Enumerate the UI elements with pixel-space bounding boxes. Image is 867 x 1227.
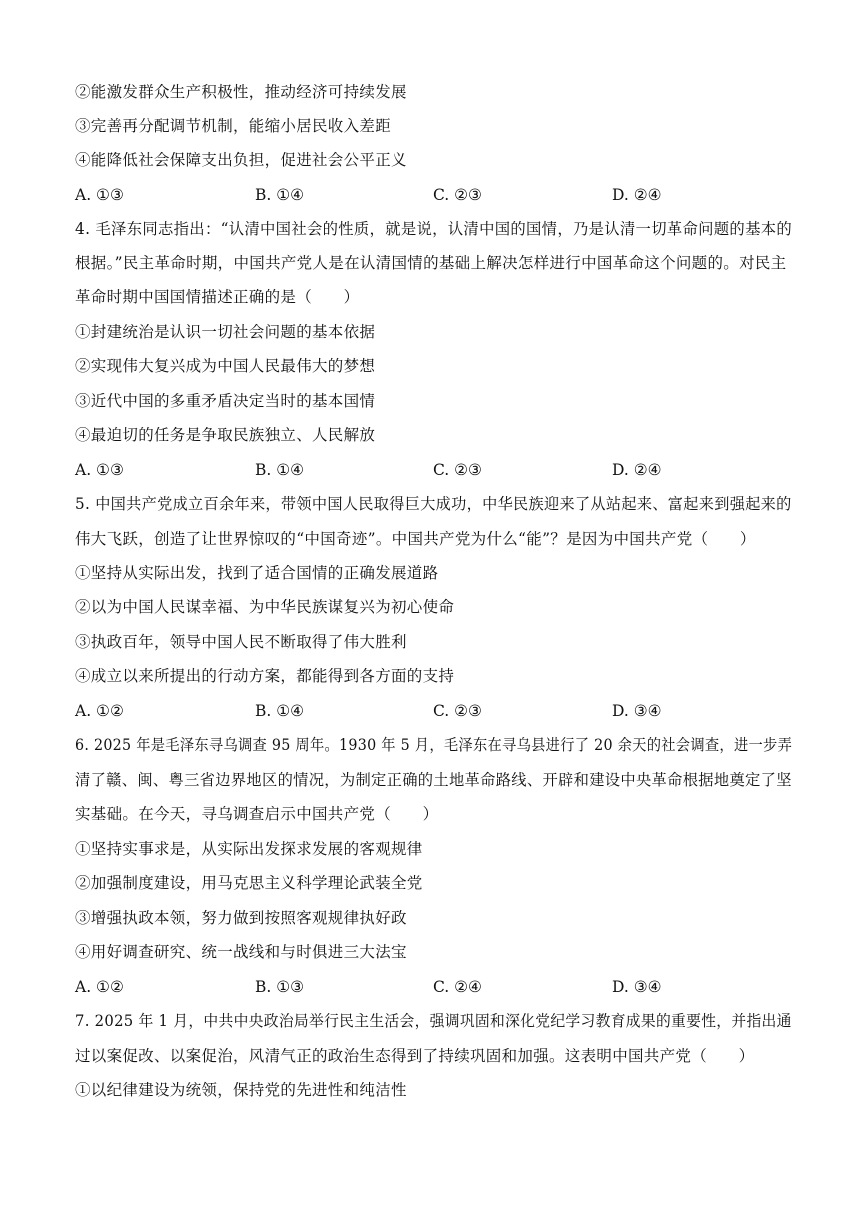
option-b: B. ①④ [255,186,305,204]
text-line: 实基础。在今天，寻乌调查启示中国共产党（ ） [75,805,439,823]
option-a: A. ①② [75,978,124,996]
text-line: ④最迫切的任务是争取民族独立、人民解放 [75,426,376,444]
option-a: A. ①② [75,702,124,720]
option-d: D. ②④ [612,186,662,204]
option-d: D. ②④ [612,461,662,479]
text-line: 过以案促改、以案促治，风清气正的政治生态得到了持续巩固和加强。这表明中国共产党（ ） [75,1047,755,1065]
text-line: ③完善再分配调节机制，能缩小居民收入差距 [75,117,392,135]
option-d: D. ③④ [612,978,662,996]
option-a: A. ①③ [75,461,124,479]
text-line: ②以为中国人民谋幸福、为中华民族谋复兴为初心使命 [75,598,455,616]
option-b: B. ①③ [255,978,305,996]
option-d: D. ③④ [612,702,662,720]
answer-options-q6 [75,977,795,997]
text-line: ③近代中国的多重矛盾决定当时的基本国情 [75,392,376,410]
text-line: 根据。”民主革命时期，中国共产党人是在认清国情的基础上解决怎样进行中国革命这个问题的。对民主 [75,254,787,272]
text-line: ②实现伟大复兴成为中国人民最伟大的梦想 [75,357,376,375]
text-line: ①坚持实事求是，从实际出发探求发展的客观规律 [75,840,423,858]
text-line: ①坚持从实际出发，找到了适合国情的正确发展道路 [75,564,439,582]
text-line: ①以纪律建设为统领，保持党的先进性和纯洁性 [75,1081,407,1099]
option-a: A. ①③ [75,186,124,204]
option-c: C. ②③ [433,461,482,479]
text-line: ③增强执政本领，努力做到按照客观规律执好政 [75,909,407,927]
question-4-line: 4. 毛泽东同志指出：“认清中国社会的性质，就是说，认清中国的国情，乃是认清一切革命问题的基本的 [75,220,793,238]
answer-options-q5 [75,701,795,721]
question-7-line: 7. 2025 年 1 月，中共中央政治局举行民主生活会，强调巩固和深化党纪学习教育成果的重要性，并指出通 [75,1012,792,1030]
option-c: C. ②④ [433,978,482,996]
option-b: B. ①④ [255,702,305,720]
text-line: 伟大飞跃，创造了让世界惊叹的“中国奇迹”。中国共产党为什么“能”？是因为中国共产党（ ） [75,530,756,548]
question-6-line: 6. 2025 年是毛泽东寻乌调查 95 周年。1930 年 5 月，毛泽东在寻乌县进行了 20 余天的社会调查，进一步弄 [75,736,793,754]
text-line: ④用好调查研究、统一战线和与时俱进三大法宝 [75,943,407,961]
text-line: ②加强制度建设，用马克思主义科学理论武装全党 [75,874,423,892]
option-b: B. ①④ [255,461,305,479]
text-line: ①封建统治是认识一切社会问题的基本依据 [75,323,376,341]
text-line: ④能降低社会保障支出负担，促进社会公平正义 [75,151,407,169]
option-c: C. ②③ [433,702,482,720]
text-line: ③执政百年，领导中国人民不断取得了伟大胜利 [75,633,407,651]
text-line: ②能激发群众生产积极性，推动经济可持续发展 [75,83,407,101]
text-line: ④成立以来所提出的行动方案，都能得到各方面的支持 [75,667,455,685]
option-c: C. ②③ [433,186,482,204]
text-line: 革命时期中国国情描述正确的是（ ） [75,288,360,306]
question-5-line: 5. 中国共产党成立百余年来，带领中国人民取得巨大成功，中华民族迎来了从站起来、富起来到强起来的 [75,495,792,513]
answer-options-q4 [75,460,795,480]
text-line: 清了赣、闽、粤三省边界地区的情况，为制定正确的土地革命路线、开辟和建设中央革命根据地奠定了坚 [75,771,792,789]
answer-options-q3 [75,185,795,205]
